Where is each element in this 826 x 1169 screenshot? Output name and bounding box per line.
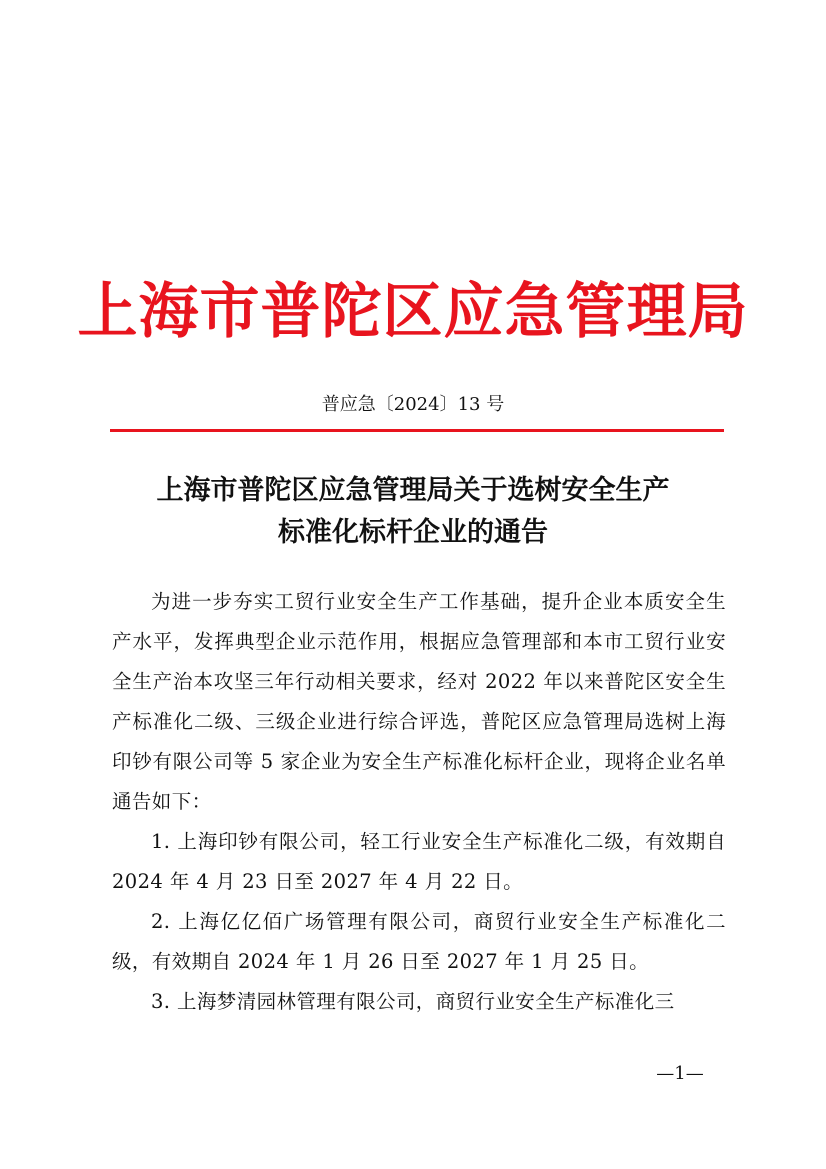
- document-body: [112, 582, 726, 1022]
- title-line-1: 上海市普陀区应急管理局关于选树安全生产: [156, 475, 670, 506]
- red-divider-line: [110, 429, 724, 432]
- page-number: —1—: [656, 1063, 704, 1084]
- list-item: 2. 上海亿亿佰广场管理有限公司，商贸行业安全生产标准化二级，有效期自 2024 年 1 月 26 日至 2027 年 1 月 25 日。: [112, 910, 726, 973]
- document-title: [0, 470, 826, 554]
- list-item: 1. 上海印钞有限公司，轻工行业安全生产标准化二级，有效期自 2024 年 4 月 23 日至 2027 年 4 月 22 日。: [112, 830, 726, 893]
- document-number: 普应急〔2024〕13 号: [321, 394, 505, 415]
- title-line-2: 标准化标杆企业的通告: [278, 517, 548, 548]
- issuing-authority-header: 上海市普陀区应急管理局: [77, 277, 749, 347]
- intro-paragraph: 为进一步夯实工贸行业安全生产工作基础，提升企业本质安全生产水平，发挥典型企业示范作用，根据应急管理部和本市工贸行业安全生产治本攻坚三年行动相关要求，经对 2022 年以来普陀区安全生产标准化二级、三级企业进行综合评选，普陀区应急管理局选树上海印钞有限公司等 5 家企业为安全生产标准化标杆企业，现将企业名单通告如下：: [112, 590, 726, 813]
- list-item: 3. 上海梦清园林管理有限公司，商贸行业安全生产标准化三: [151, 990, 675, 1013]
